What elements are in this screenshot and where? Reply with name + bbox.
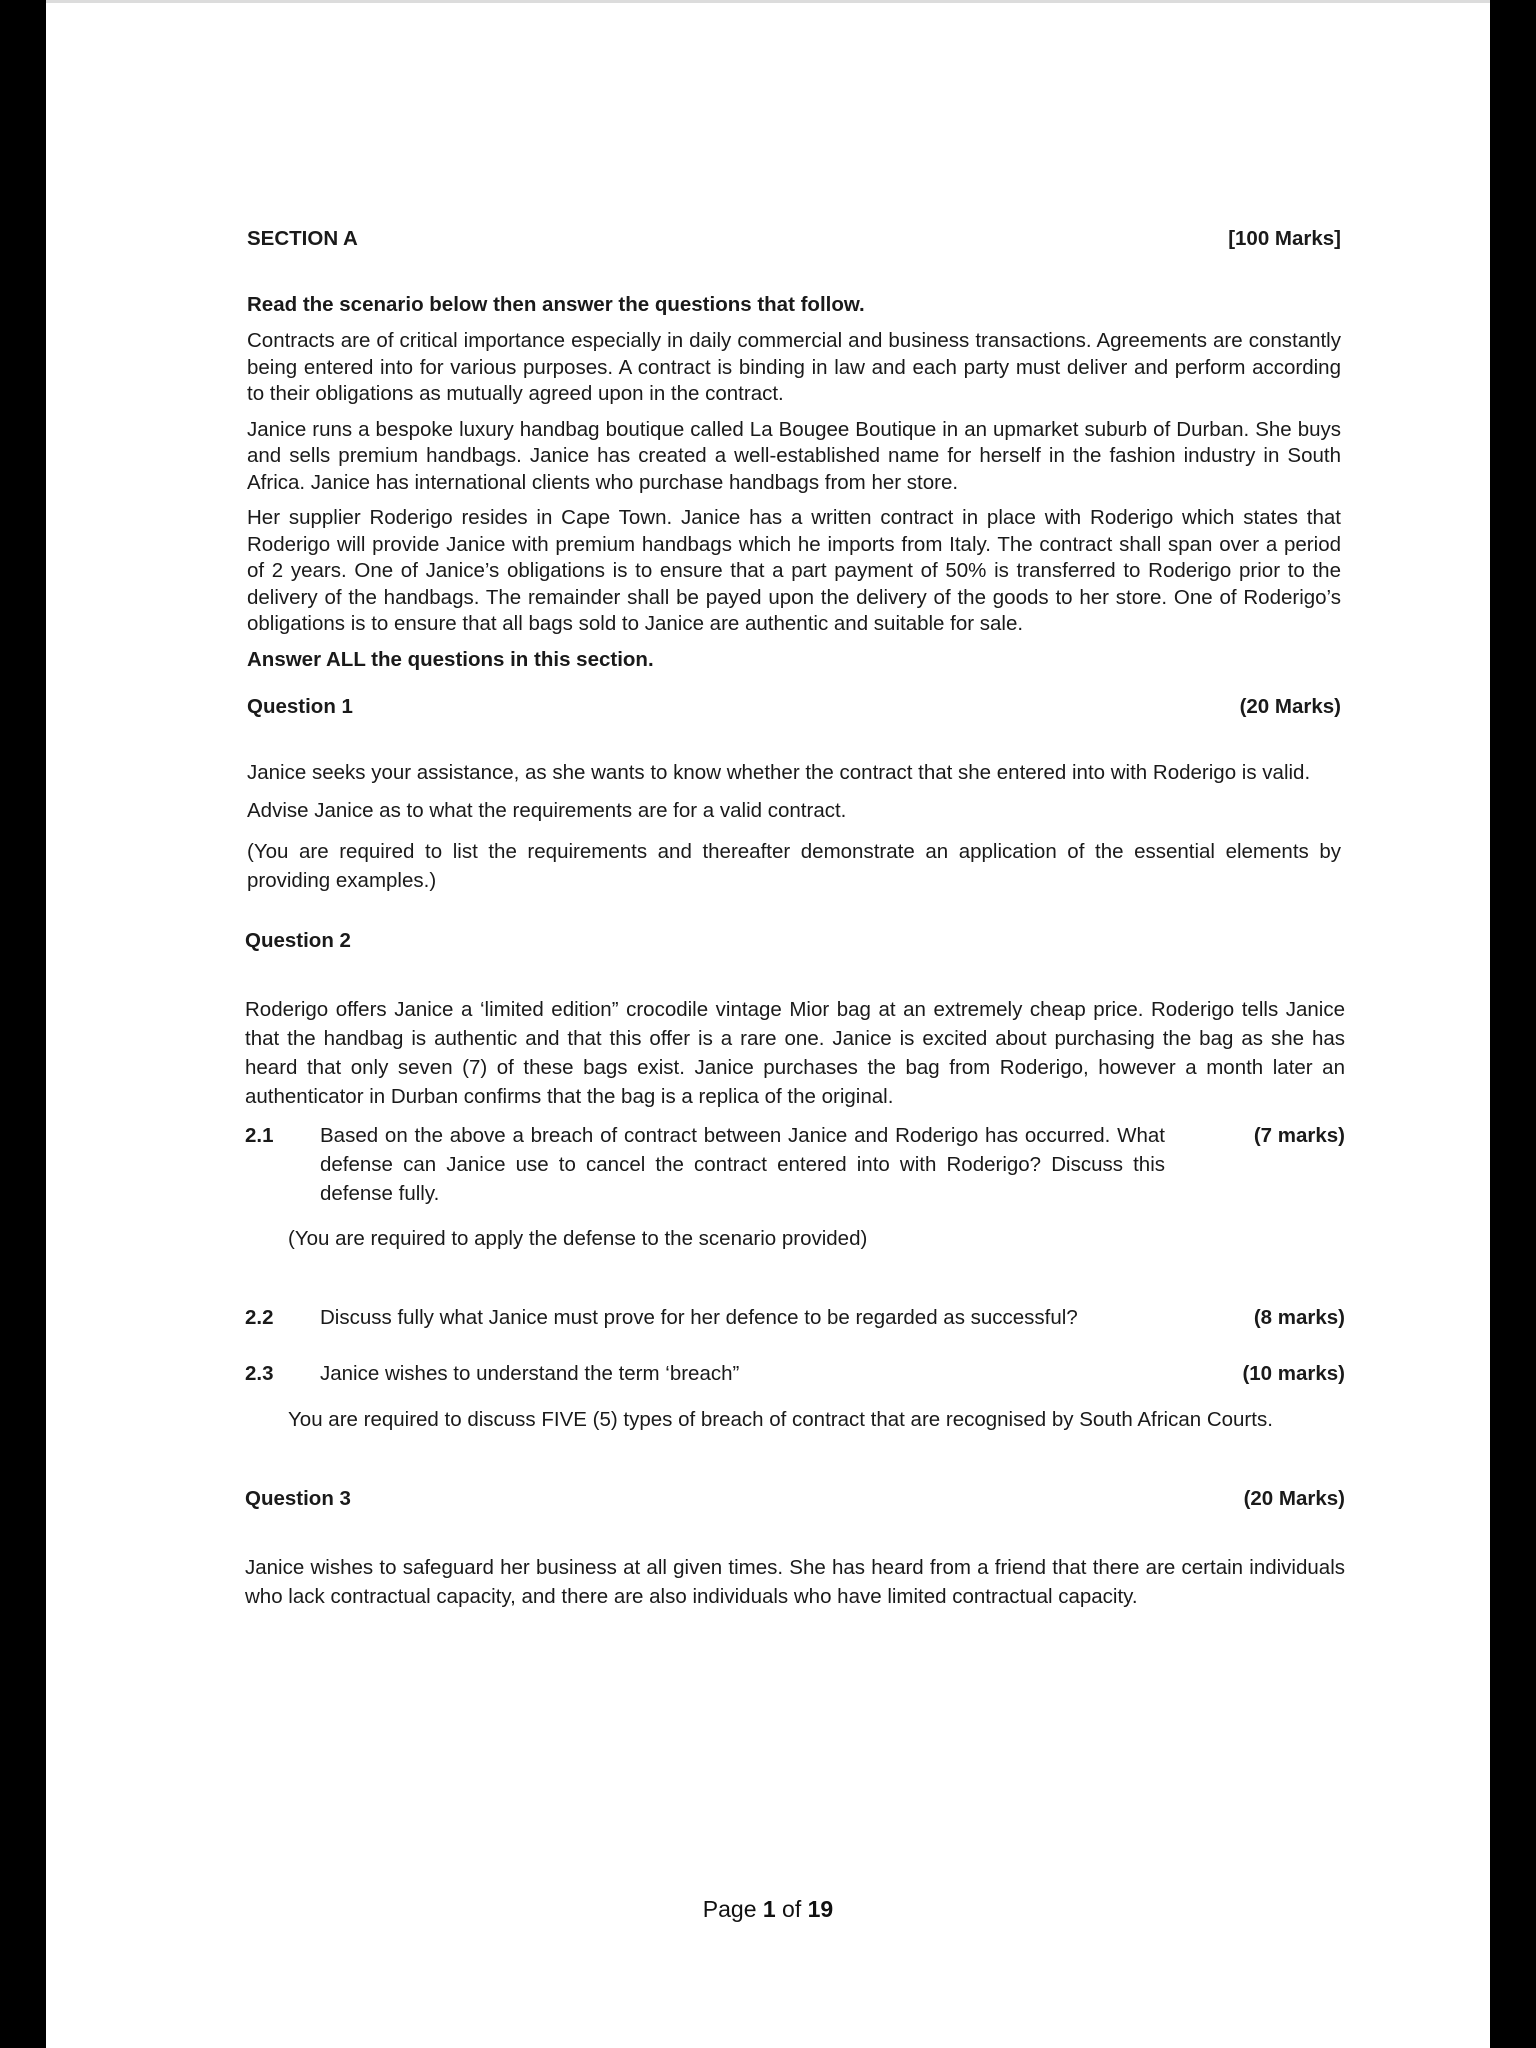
question-1-paragraph-1: Janice seeks your assistance, as she wants to know whether the contract that she entered into with Roderigo is valid. xyxy=(247,760,1311,784)
question-1-header xyxy=(247,694,1341,720)
question-3-header xyxy=(245,1486,1345,1512)
question-2-2 xyxy=(245,1303,1345,1332)
question-2-title: Question 2 xyxy=(245,928,351,952)
question-1-paragraph-3: (You are required to list the requirements and thereafter demonstrate an application of the essential elements by providing examples.) xyxy=(247,839,1341,892)
question-2-1-number: 2.1 xyxy=(245,1123,274,1147)
question-2-3-note: You are required to discuss FIVE (5) types of breach of contract that are recognised by South African Courts. xyxy=(288,1407,1273,1431)
question-2-3-marks: (10 marks) xyxy=(1242,1361,1345,1385)
document-page xyxy=(46,0,1490,2048)
page-top-edge xyxy=(46,0,1490,3)
question-2-3 xyxy=(245,1359,1345,1388)
section-title: SECTION A xyxy=(247,227,358,250)
question-3-paragraph-1: Janice wishes to safeguard her business at all given times. She has heard from a friend that there are certain individuals who lack contractual capacity, and there are also individuals who have limited contractual capacity. xyxy=(245,1555,1345,1608)
scenario-paragraph-1: Contracts are of critical importance especially in daily commercial and business transactions. Agreements are constantly being entered into for various purposes. A contract is binding in law and each party must deliver and perform according to their obligations as mutually agreed upon in the contract. xyxy=(247,329,1341,405)
question-2-3-text: Janice wishes to understand the term ‘breach” xyxy=(320,1361,740,1385)
question-2-1-marks: (7 marks) xyxy=(1253,1123,1345,1147)
question-2-1-note: (You are required to apply the defense to the scenario provided) xyxy=(288,1226,868,1250)
page-total: 19 xyxy=(807,1896,834,1922)
question-2-1-text: Based on the above a breach of contract between Janice and Roderigo has occurred. What defense can Janice use to cancel the contract entered into with Roderigo? Discuss this defense fully. xyxy=(320,1123,1165,1205)
page-of: of xyxy=(775,1896,808,1922)
question-2-1 xyxy=(245,1121,1345,1208)
page-label: Page xyxy=(702,1896,763,1922)
page-footer xyxy=(46,1896,1490,1923)
page-content xyxy=(245,226,1345,1611)
section-header xyxy=(247,226,1341,252)
section-marks: [100 Marks] xyxy=(1228,227,1341,250)
answer-all-instruction: Answer ALL the questions in this section. xyxy=(247,647,654,671)
page-current: 1 xyxy=(762,1896,776,1922)
question-3-marks: (20 Marks) xyxy=(1243,1486,1345,1510)
question-1-title: Question 1 xyxy=(247,694,353,718)
question-2-scenario: Roderigo offers Janice a ‘limited edition” crocodile vintage Mior bag at an extremely cheap price. Roderigo tells Janice that the handbag is authentic and that this offer is a rare one. Janice is excited about purchasing the bag as she has heard that only seven (7) of these bags exist. Janice purchases the bag from Roderigo, however a month later an authenticator in Durban confirms that the bag is a replica of the original. xyxy=(245,997,1345,1108)
question-2-3-number: 2.3 xyxy=(245,1361,274,1385)
question-3-title: Question 3 xyxy=(245,1486,351,1510)
question-1-marks: (20 Marks) xyxy=(1239,694,1341,718)
question-1-paragraph-2: Advise Janice as to what the requirements are for a valid contract. xyxy=(247,799,847,822)
scenario-paragraph-2: Janice runs a bespoke luxury handbag boutique called La Bougee Boutique in an upmarket suburb of Durban. She buys and sells premium handbags. Janice has created a well-established name for herself in the fashion industry in South Africa. Janice has international clients who purchase handbags from her store. xyxy=(247,417,1341,494)
instruction: Read the scenario below then answer the questions that follow. xyxy=(247,293,865,316)
question-2-2-marks: (8 marks) xyxy=(1253,1305,1345,1329)
scenario-paragraph-3: Her supplier Roderigo resides in Cape Town. Janice has a written contract in place with Roderigo which states that Roderigo will provide Janice with premium handbags which he imports from Italy. The contract shall span over a period of 2 years. One of Janice’s obligations is to ensure that a part payment of 50% is transferred to Roderigo prior to the delivery of the handbags. The remainder shall be payed upon the delivery of the goods to her store. One of Roderigo’s obligations is to ensure that all bags sold to Janice are authentic and suitable for sale. xyxy=(247,506,1341,635)
question-2-2-text: Discuss fully what Janice must prove for her defence to be regarded as successful? xyxy=(320,1305,1078,1329)
question-2-2-number: 2.2 xyxy=(245,1305,274,1329)
